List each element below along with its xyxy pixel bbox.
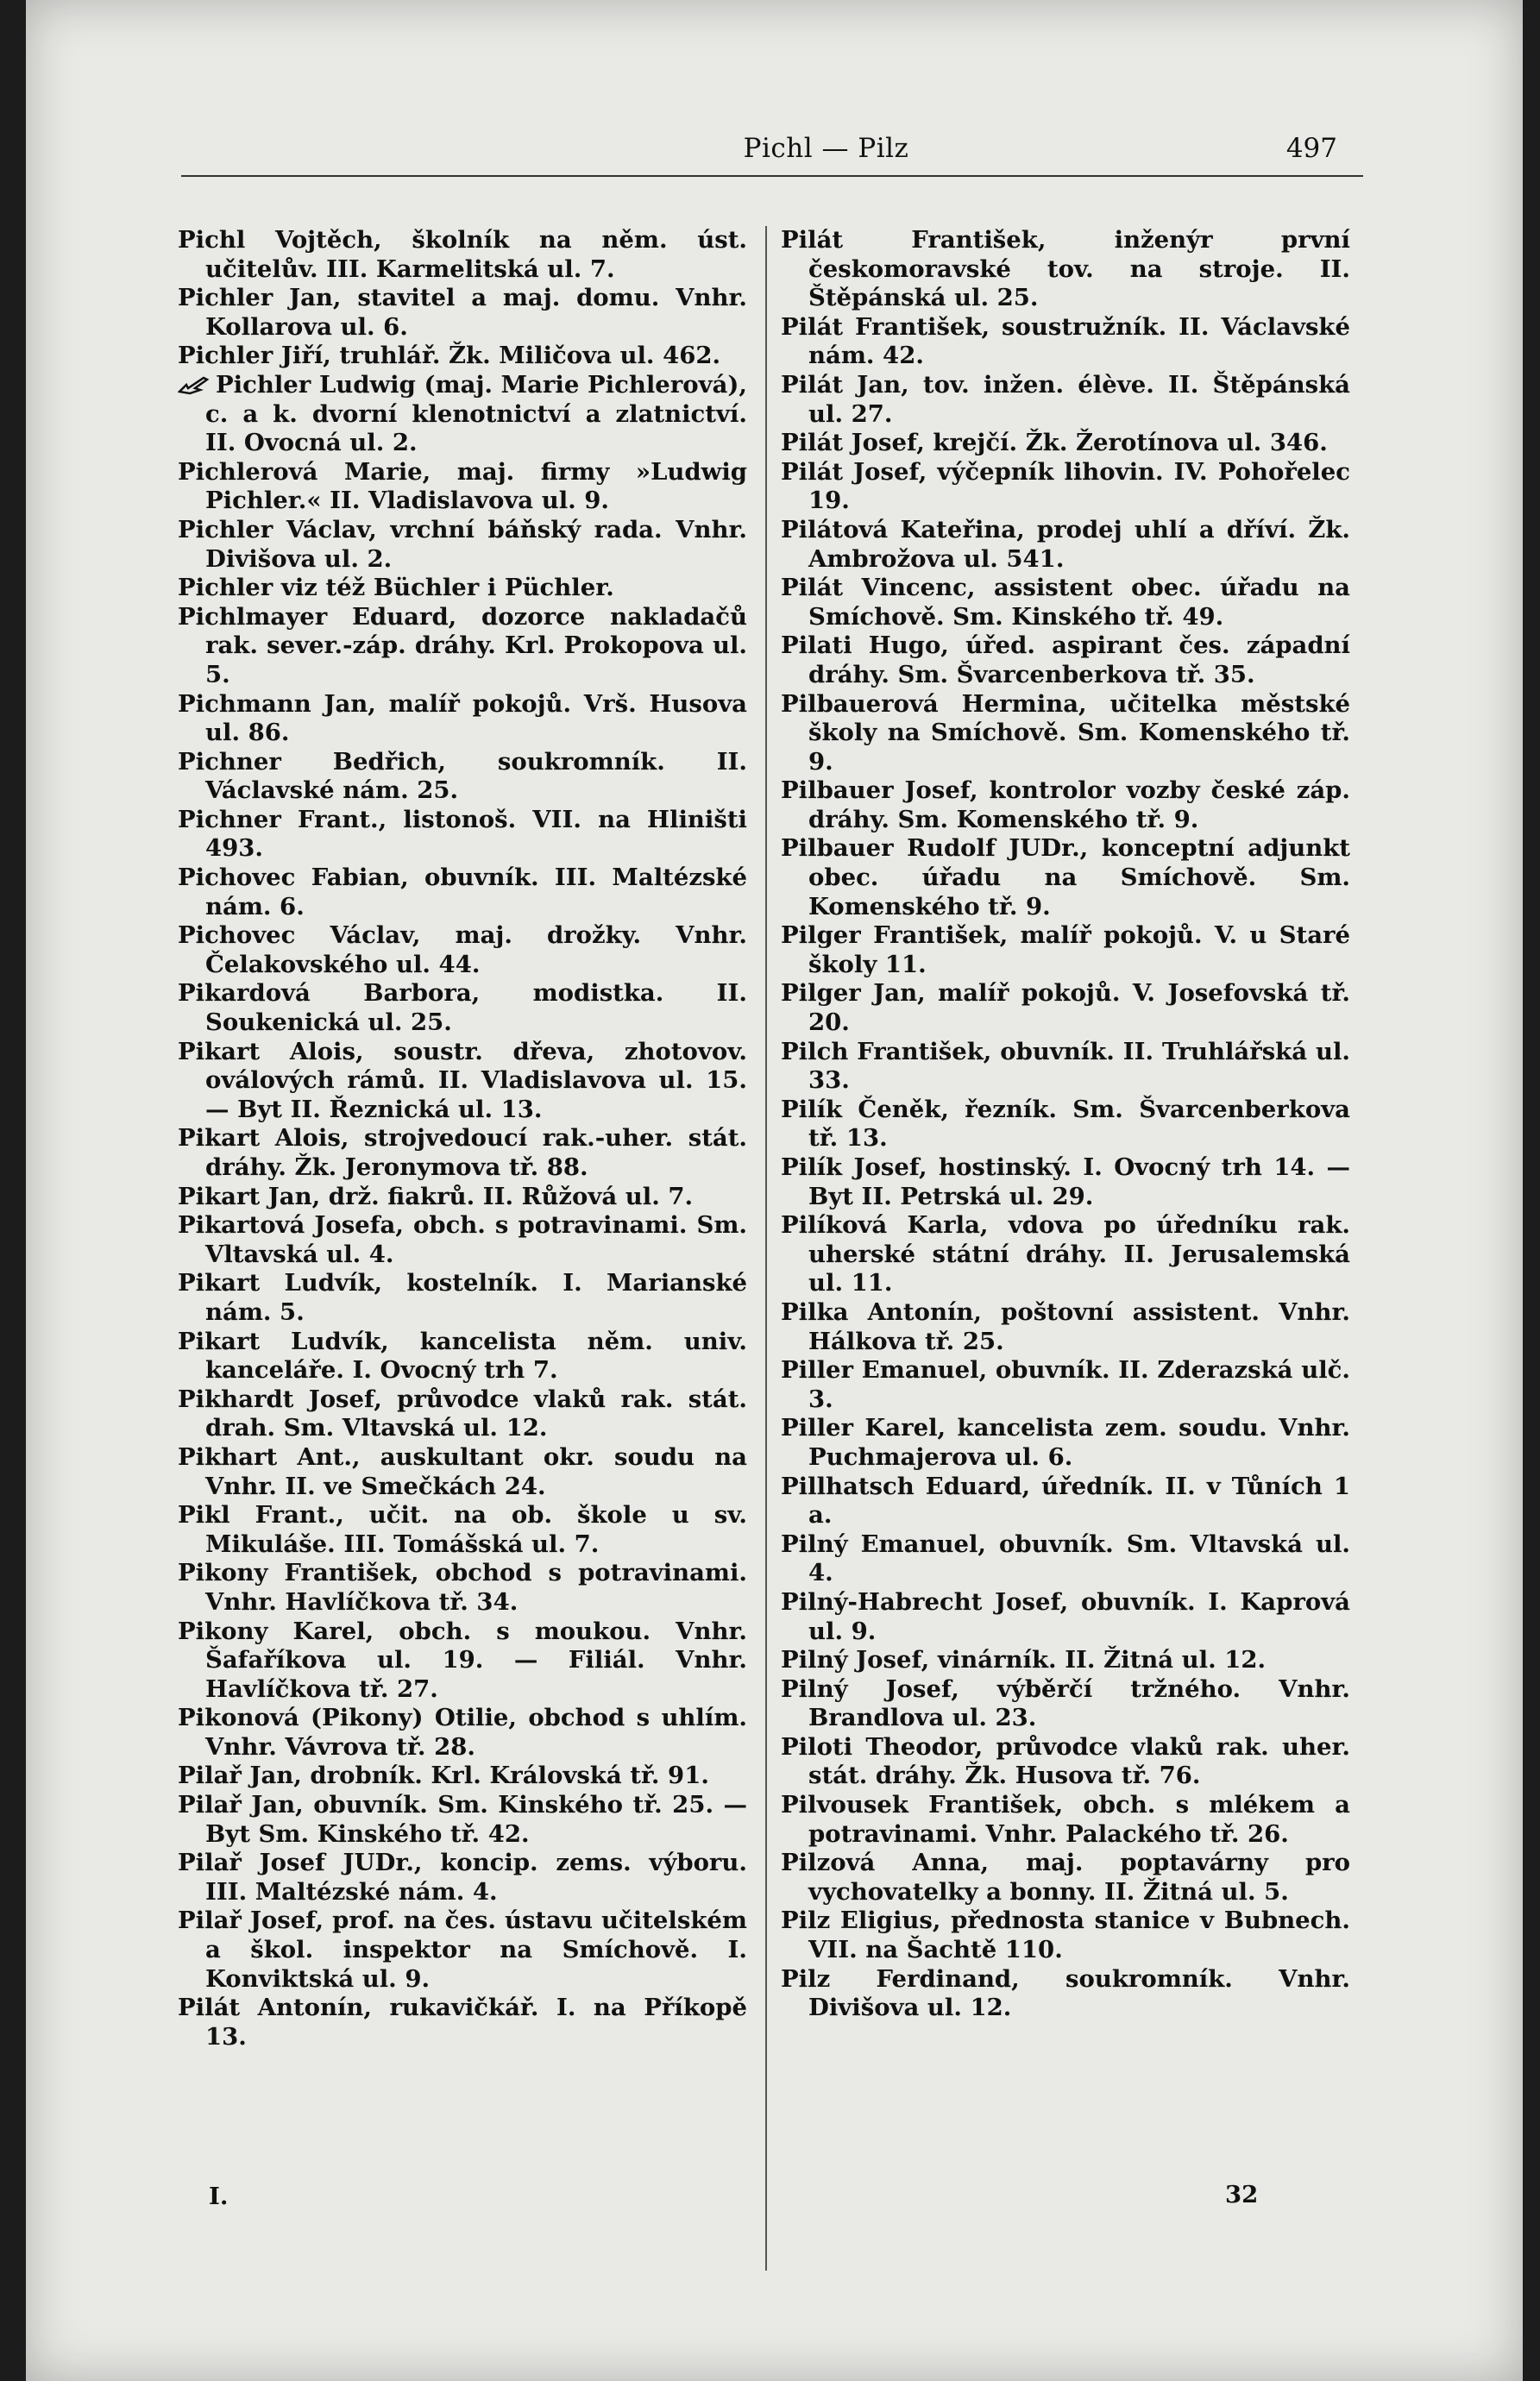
header-rule	[181, 175, 1363, 177]
entry-text: Pilát Antonín, rukavičkář. I. na Příkopě 13.	[178, 1994, 747, 2051]
directory-entry	[781, 371, 1350, 429]
page-header	[26, 129, 1523, 181]
directory-entry	[781, 1038, 1350, 1096]
pointing-hand-icon	[178, 374, 211, 395]
entry-text: Pilát Vincenc, assistent obec. úřadu na Smíchově. Sm. Kinského tř. 49.	[781, 574, 1350, 631]
entry-text: Pilař Josef JUDr., koncip. zems. výboru. III. Maltézské nám. 4.	[178, 1849, 747, 1906]
directory-entry	[781, 574, 1350, 631]
directory-entry	[178, 1183, 747, 1212]
directory-entry	[781, 1414, 1350, 1472]
directory-entry	[781, 458, 1350, 516]
right-column	[781, 226, 1350, 2023]
directory-entry	[178, 226, 747, 284]
entry-text: Pilzová Anna, maj. poptavárny pro vychovatelky a bonny. II. Žitná ul. 5.	[781, 1849, 1350, 1906]
directory-entry	[781, 1211, 1350, 1298]
entry-text: Pilík Čeněk, řezník. Sm. Švarcenberkova tř. 13.	[781, 1095, 1350, 1153]
directory-entry	[178, 1501, 747, 1559]
running-head: Pichl — Pilz	[743, 133, 909, 164]
directory-entry	[781, 1530, 1350, 1588]
entry-text: Pilíková Karla, vdova po úředníku rak. uherské státní dráhy. II. Jerusalemská ul. 11.	[781, 1211, 1350, 1297]
directory-entry	[178, 1791, 747, 1849]
entry-text: Pilát František, soustružník. II. Václavské nám. 42.	[781, 312, 1350, 370]
entry-text: Pilbauer Rudolf JUDr., konceptní adjunkt obec. úřadu na Smíchově. Sm. Komenského tř. 9.	[781, 834, 1350, 920]
entry-text: Pichler Jan, stavitel a maj. domu. Vnhr. Kollarova ul. 6.	[178, 284, 747, 341]
entry-text: Pikony František, obchod s potravinami. Vnhr. Havlíčkova tř. 34.	[178, 1559, 747, 1616]
left-column	[178, 226, 747, 2051]
entry-text: Pilbauer Josef, kontrolor vozby české záp. dráhy. Sm. Komenského tř. 9.	[781, 776, 1350, 833]
directory-entry	[781, 226, 1350, 313]
directory-entry	[178, 690, 747, 748]
entry-text: Pikony Karel, obch. s moukou. Vnhr. Šafaříkova ul. 19. — Filiál. Vnhr. Havlíčkova tř. 27.	[178, 1617, 747, 1703]
directory-entry	[781, 979, 1350, 1037]
directory-entry	[781, 1733, 1350, 1791]
entry-text: Pikart Alois, soustr. dřeva, zhotovov. oválových rámů. II. Vladislavova ul. 15. — Byt II. Řeznická ul. 13.	[178, 1037, 747, 1123]
directory-entry	[178, 1762, 747, 1791]
directory-entry	[178, 1704, 747, 1762]
entry-text: Pichler Jiří, truhlář. Žk. Miličova ul. 462.	[178, 342, 721, 370]
entry-text: Pilvousek František, obch. s mlékem a potravinami. Vnhr. Palackého tř. 26.	[781, 1791, 1350, 1848]
entry-text: Pichlerová Marie, maj. firmy »Ludwig Pichler.« II. Vladislavova ul. 9.	[178, 457, 747, 515]
page	[26, 0, 1523, 2381]
entry-text: Pikhart Ant., auskultant okr. soudu na Vnhr. II. ve Smečkách 24.	[178, 1442, 747, 1500]
entry-text: Pilař Jan, obuvník. Sm. Kinského tř. 25. — Byt Sm. Kinského tř. 42.	[178, 1791, 747, 1848]
directory-entry	[781, 690, 1350, 777]
directory-entry	[178, 1269, 747, 1327]
directory-entry	[781, 1473, 1350, 1530]
signature-mark-right: 32	[1225, 2181, 1259, 2208]
entry-text: Pilař Jan, drobník. Krl. Královská tř. 91.	[178, 1762, 709, 1790]
entry-text: Piller Emanuel, obuvník. II. Zderazská ulč. 3.	[781, 1356, 1350, 1413]
directory-entry	[178, 864, 747, 921]
directory-entry	[178, 1907, 747, 1994]
entry-text: Pilátová Kateřina, prodej uhlí a dříví. Žk. Ambrožova ul. 541.	[781, 515, 1350, 573]
directory-entry	[178, 1038, 747, 1125]
directory-entry	[781, 516, 1350, 574]
entry-text: Pilný Josef, vinárník. II. Žitná ul. 12.	[781, 1646, 1267, 1674]
entry-text: Pilati Hugo, úřed. aspirant čes. západní dráhy. Sm. Švarcenberkova tř. 35.	[781, 631, 1350, 688]
entry-text: Pichlmayer Eduard, dozorce nakladačů rak. sever.-záp. dráhy. Krl. Prokopova ul. 5.	[178, 602, 747, 688]
directory-entry	[178, 1385, 747, 1443]
entry-text: Pikonová (Pikony) Otilie, obchod s uhlím. Vnhr. Vávrova tř. 28.	[178, 1704, 747, 1761]
directory-entry	[781, 1646, 1350, 1675]
entry-text: Pikart Alois, strojvedoucí rak.-uher. stát. dráhy. Žk. Jeronymova tř. 88.	[178, 1124, 747, 1181]
directory-entry	[178, 748, 747, 806]
entry-text: Pilz Ferdinand, soukromník. Vnhr. Divišova ul. 12.	[781, 1964, 1350, 2022]
entry-text: Pillhatsch Eduard, úředník. II. v Tůních 1 a.	[781, 1472, 1350, 1530]
directory-entry	[781, 313, 1350, 371]
directory-entry	[178, 342, 747, 371]
entry-text: Pichler viz též Büchler i Püchler.	[178, 574, 614, 602]
entry-text: Pichovec Fabian, obuvník. III. Maltézské nám. 6.	[178, 864, 747, 920]
entry-text: Pilný-Habrecht Josef, obuvník. I. Kaprová ul. 9.	[781, 1587, 1350, 1645]
entry-text: Pilch František, obuvník. II. Truhlářská ul. 33.	[781, 1037, 1350, 1095]
directory-entry	[178, 284, 747, 342]
entry-text: Pikart Ludvík, kostelník. I. Marianské nám. 5.	[178, 1269, 747, 1326]
page-number: 497	[1285, 133, 1337, 164]
entry-text: Pilík Josef, hostinský. I. Ovocný trh 14. — Byt II. Petrská ul. 29.	[781, 1153, 1350, 1210]
column-divider	[765, 226, 767, 2271]
directory-entry	[781, 1298, 1350, 1356]
entry-text: Pilný Emanuel, obuvník. Sm. Vltavská ul. 4.	[781, 1530, 1350, 1587]
directory-entry	[178, 1211, 747, 1269]
entry-text: Pikart Jan, drž. fiakrů. II. Růžová ul. 7.	[178, 1182, 694, 1210]
directory-entry	[781, 834, 1350, 921]
entry-text: Pikardová Barbora, modistka. II. Soukenická ul. 25.	[178, 979, 747, 1037]
entry-text: Pichler Václav, vrchní báňský rada. Vnhr. Divišova ul. 2.	[178, 515, 747, 573]
entry-text: Pichovec Václav, maj. drožky. Vnhr. Čelakovského ul. 44.	[178, 921, 747, 978]
directory-entry	[781, 429, 1350, 458]
entry-text: Pilný Josef, výběrčí tržného. Vnhr. Brandlova ul. 23.	[781, 1674, 1350, 1732]
directory-entry	[781, 1675, 1350, 1733]
entry-text: Pichner Frant., listonoš. VII. na Hliništi 493.	[178, 805, 747, 863]
directory-entry	[178, 603, 747, 690]
directory-entry	[781, 1849, 1350, 1907]
entry-text: Pikl Frant., učit. na ob. škole u sv. Mikuláše. III. Tomášská ul. 7.	[178, 1501, 747, 1558]
directory-entry	[178, 1328, 747, 1385]
entry-text: Pilbauerová Hermina, učitelka městské školy na Smíchově. Sm. Komenského tř. 9.	[781, 689, 1350, 776]
entry-text: Pilka Antonín, poštovní assistent. Vnhr. Hálkova tř. 25.	[781, 1297, 1350, 1355]
directory-entry	[178, 371, 747, 458]
directory-entry	[781, 921, 1350, 979]
directory-entry	[781, 1907, 1350, 1964]
directory-entry	[178, 1849, 747, 1907]
directory-entry	[178, 574, 747, 603]
directory-entry	[178, 979, 747, 1037]
directory-entry	[781, 631, 1350, 689]
directory-entry	[781, 1096, 1350, 1153]
entry-text: Piller Karel, kancelista zem. soudu. Vnhr. Puchmajerova ul. 6.	[781, 1414, 1350, 1471]
entry-text: Pichner Bedřich, soukromník. II. Václavské nám. 25.	[178, 747, 747, 805]
entry-text: Pilát František, inženýr první českomoravské tov. na stroje. II. Štěpánská ul. 25.	[781, 226, 1350, 312]
entry-text: Pikart Ludvík, kancelista něm. univ. kanceláře. I. Ovocný trh 7.	[178, 1327, 747, 1385]
directory-entry	[178, 516, 747, 574]
directory-entry	[178, 458, 747, 516]
directory-entry	[781, 776, 1350, 834]
entry-text: Pilař Josef, prof. na čes. ústavu učitelském a škol. inspektor na Smíchově. I. Konviktská ul. 9.	[178, 1907, 747, 1993]
entry-text: Pilát Jan, tov. inžen. élève. II. Štěpánská ul. 27.	[781, 370, 1350, 428]
entry-text: Pichler Ludwig (maj. Marie Pichlerová), c. a k. dvorní klenotnictví a zlatnictví. II. Ovocná ul. 2.	[205, 370, 747, 457]
entry-text: Pichmann Jan, malíř pokojů. Vrš. Husova ul. 86.	[178, 689, 747, 747]
entry-text: Pikhardt Josef, průvodce vlaků rak. stát. drah. Sm. Vltavská ul. 12.	[178, 1385, 747, 1442]
directory-entry	[781, 1356, 1350, 1414]
directory-entry	[781, 1965, 1350, 2023]
directory-entry	[178, 1559, 747, 1617]
entry-text: Pilger Jan, malíř pokojů. V. Josefovská tř. 20.	[781, 979, 1350, 1037]
entry-text: Pichl Vojtěch, školník na něm. úst. učitelův. III. Karmelitská ul. 7.	[178, 226, 747, 283]
directory-entry	[178, 1994, 747, 2051]
entry-text: Pilát Josef, krejčí. Žk. Žerotínova ul. 346.	[781, 429, 1328, 457]
entry-text: Pilz Eligius, přednosta stanice v Bubnech. VII. na Šachtě 110.	[781, 1907, 1350, 1964]
directory-entry	[178, 806, 747, 864]
directory-entry	[178, 1618, 747, 1705]
signature-mark-left: I.	[209, 2183, 229, 2210]
entry-text: Pilát Josef, výčepník lihovin. IV. Pohořelec 19.	[781, 457, 1350, 515]
directory-entry	[781, 1588, 1350, 1646]
directory-entry	[781, 1791, 1350, 1849]
directory-entry	[178, 1443, 747, 1501]
directory-entry	[178, 921, 747, 979]
directory-entry	[781, 1153, 1350, 1211]
entry-text: Piloti Theodor, průvodce vlaků rak. uher. stát. dráhy. Žk. Husova tř. 76.	[781, 1732, 1350, 1790]
entry-text: Pikartová Josefa, obch. s potravinami. Sm. Vltavská ul. 4.	[178, 1211, 747, 1268]
directory-entry	[178, 1124, 747, 1182]
entry-text: Pilger František, malíř pokojů. V. u Staré školy 11.	[781, 921, 1350, 978]
